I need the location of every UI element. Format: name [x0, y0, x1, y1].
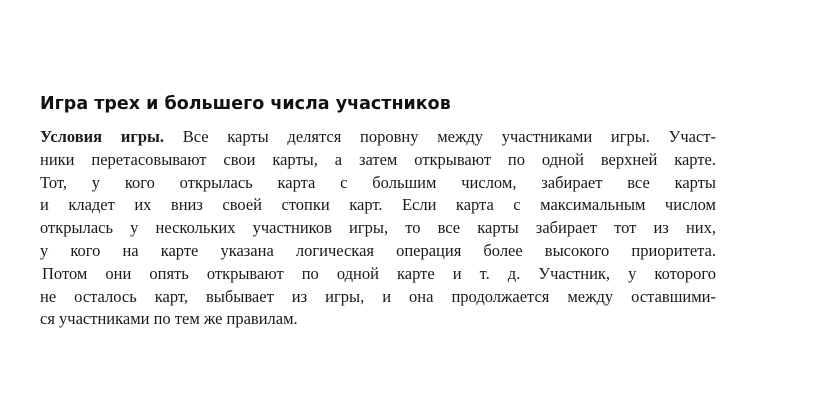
paragraph-line-2: ники перетасовывают свои карты, а затем открывают по одной верхней карте.: [40, 149, 716, 169]
paragraph-line-1-text: Все карты делятся поровну между участниками игры. Участ-: [164, 127, 716, 146]
paragraph-line-3: Тот, у кого открылась карта с большим числом, забирает все карты: [40, 172, 716, 192]
game-rules-paragraph: [40, 126, 716, 331]
paragraph-line-8: не осталось карт, выбывает из игры, и она продолжается между оставшими-: [40, 286, 716, 306]
paragraph-line-4: и кладет их вниз своей стопки карт. Если карта с максимальным числом: [40, 195, 716, 215]
paragraph-line-6: у кого на карте указана логическая операция более высокого приоритета.: [40, 240, 716, 260]
paragraph-line-5: открылась у нескольких участников игры, то все карты забирает тот из них,: [40, 218, 716, 238]
paragraph-line-7: Потом они опять открывают по одной карте и т. д. Участник, у которого: [42, 263, 716, 283]
rules-lead-label: Условия игры.: [40, 127, 164, 146]
paragraph-line-1: [40, 126, 716, 149]
paragraph-line-9: ся участниками по тем же правилам.: [40, 309, 298, 329]
section-heading: Игра трех и большего числа участников: [40, 94, 451, 114]
